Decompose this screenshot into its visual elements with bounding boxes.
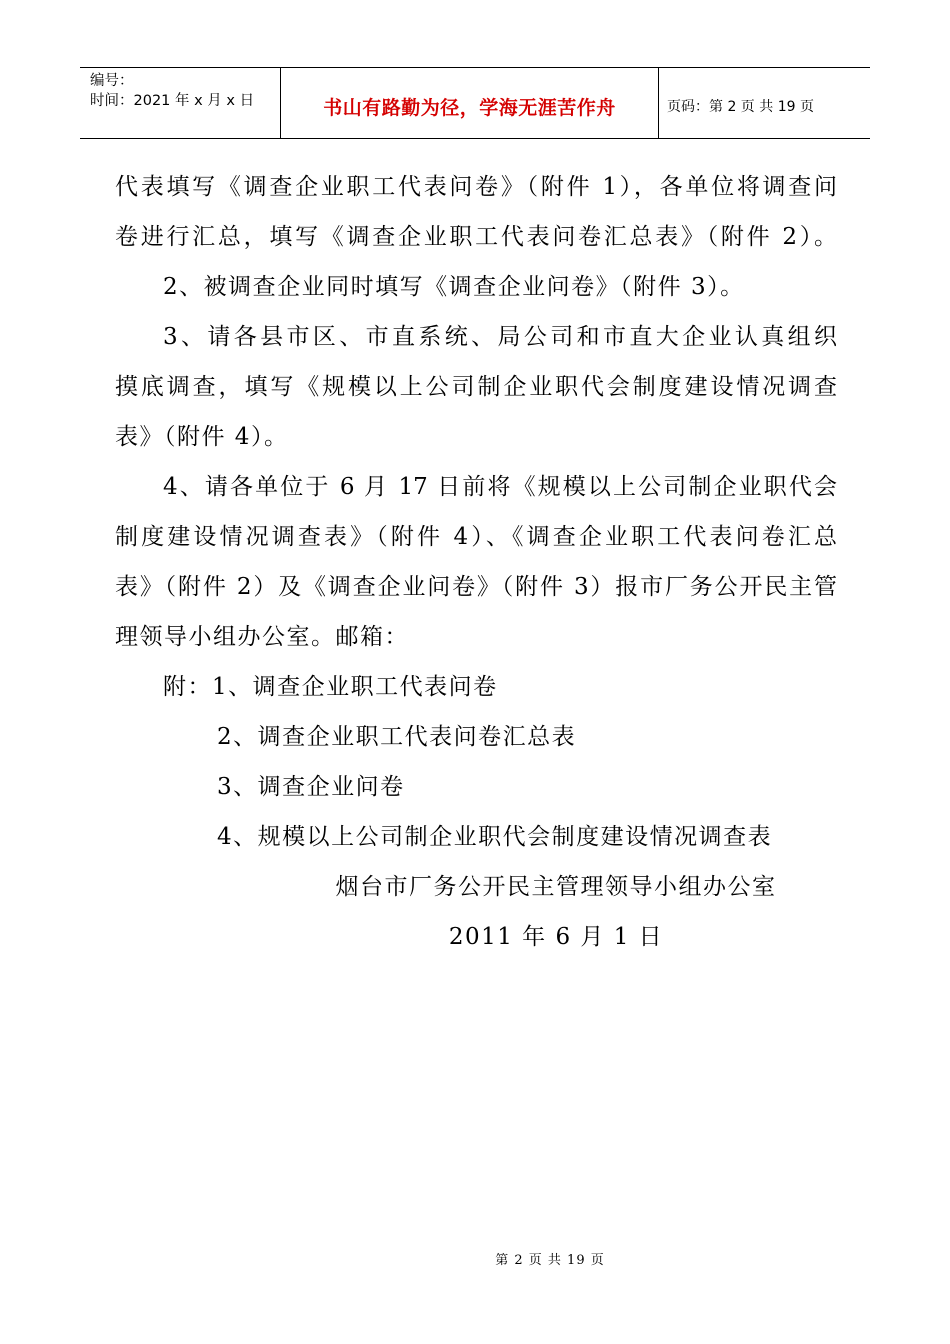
header-motto: 书山有路勤为径，学海无涯苦作舟 (281, 68, 659, 138)
attachment-item: 3、调查企业问卷 (217, 774, 405, 800)
attachment-heading: 附：1、调查企业职工代表问卷 (163, 674, 498, 700)
body-line: 4、请各单位于 6 月 17 日前将《规模以上公司制企业职代会 (163, 474, 837, 500)
body-line: 摸底调查，填写《规模以上公司制企业职代会制度建设情况调查 (115, 374, 837, 400)
attachment-item: 4、规模以上公司制企业职代会制度建设情况调查表 (217, 824, 773, 850)
page-footer: 第 2 页 共 19 页 (495, 1253, 605, 1268)
document-body (115, 162, 837, 962)
signature-organization: 烟台市厂务公开民主管理领导小组办公室 (335, 874, 777, 900)
body-line: 代表填写《调查企业职工代表问卷》（附件 1），各单位将调查问 (115, 174, 837, 200)
header-meta (80, 68, 281, 138)
signature-date: 2011 年 6 月 1 日 (448, 924, 664, 950)
header-number-label: 编号： (90, 73, 134, 89)
body-line: 制度建设情况调查表》（附件 4）、《调查企业职工代表问卷汇总 (115, 524, 837, 550)
body-line: 表》（附件 2）及《调查企业问卷》（附件 3）报市厂务公开民主管 (115, 574, 837, 600)
page-header (80, 67, 870, 139)
body-line: 2、被调查企业同时填写《调查企业问卷》（附件 3）。 (163, 274, 745, 300)
body-line: 表》（附件 4）。 (115, 424, 289, 450)
body-line: 理领导小组办公室。邮箱： (115, 624, 409, 650)
attachment-item: 2、调查企业职工代表问卷汇总表 (217, 724, 577, 750)
header-page-info: 页码：第 2 页 共 19 页 (667, 99, 814, 115)
body-line: 3、请各县市区、市直系统、局公司和市直大企业认真组织 (163, 324, 837, 350)
body-line: 卷进行汇总，填写《调查企业职工代表问卷汇总表》（附件 2）。 (115, 224, 837, 250)
header-time-label: 时间：2021 年 x 月 x 日 (90, 93, 255, 109)
